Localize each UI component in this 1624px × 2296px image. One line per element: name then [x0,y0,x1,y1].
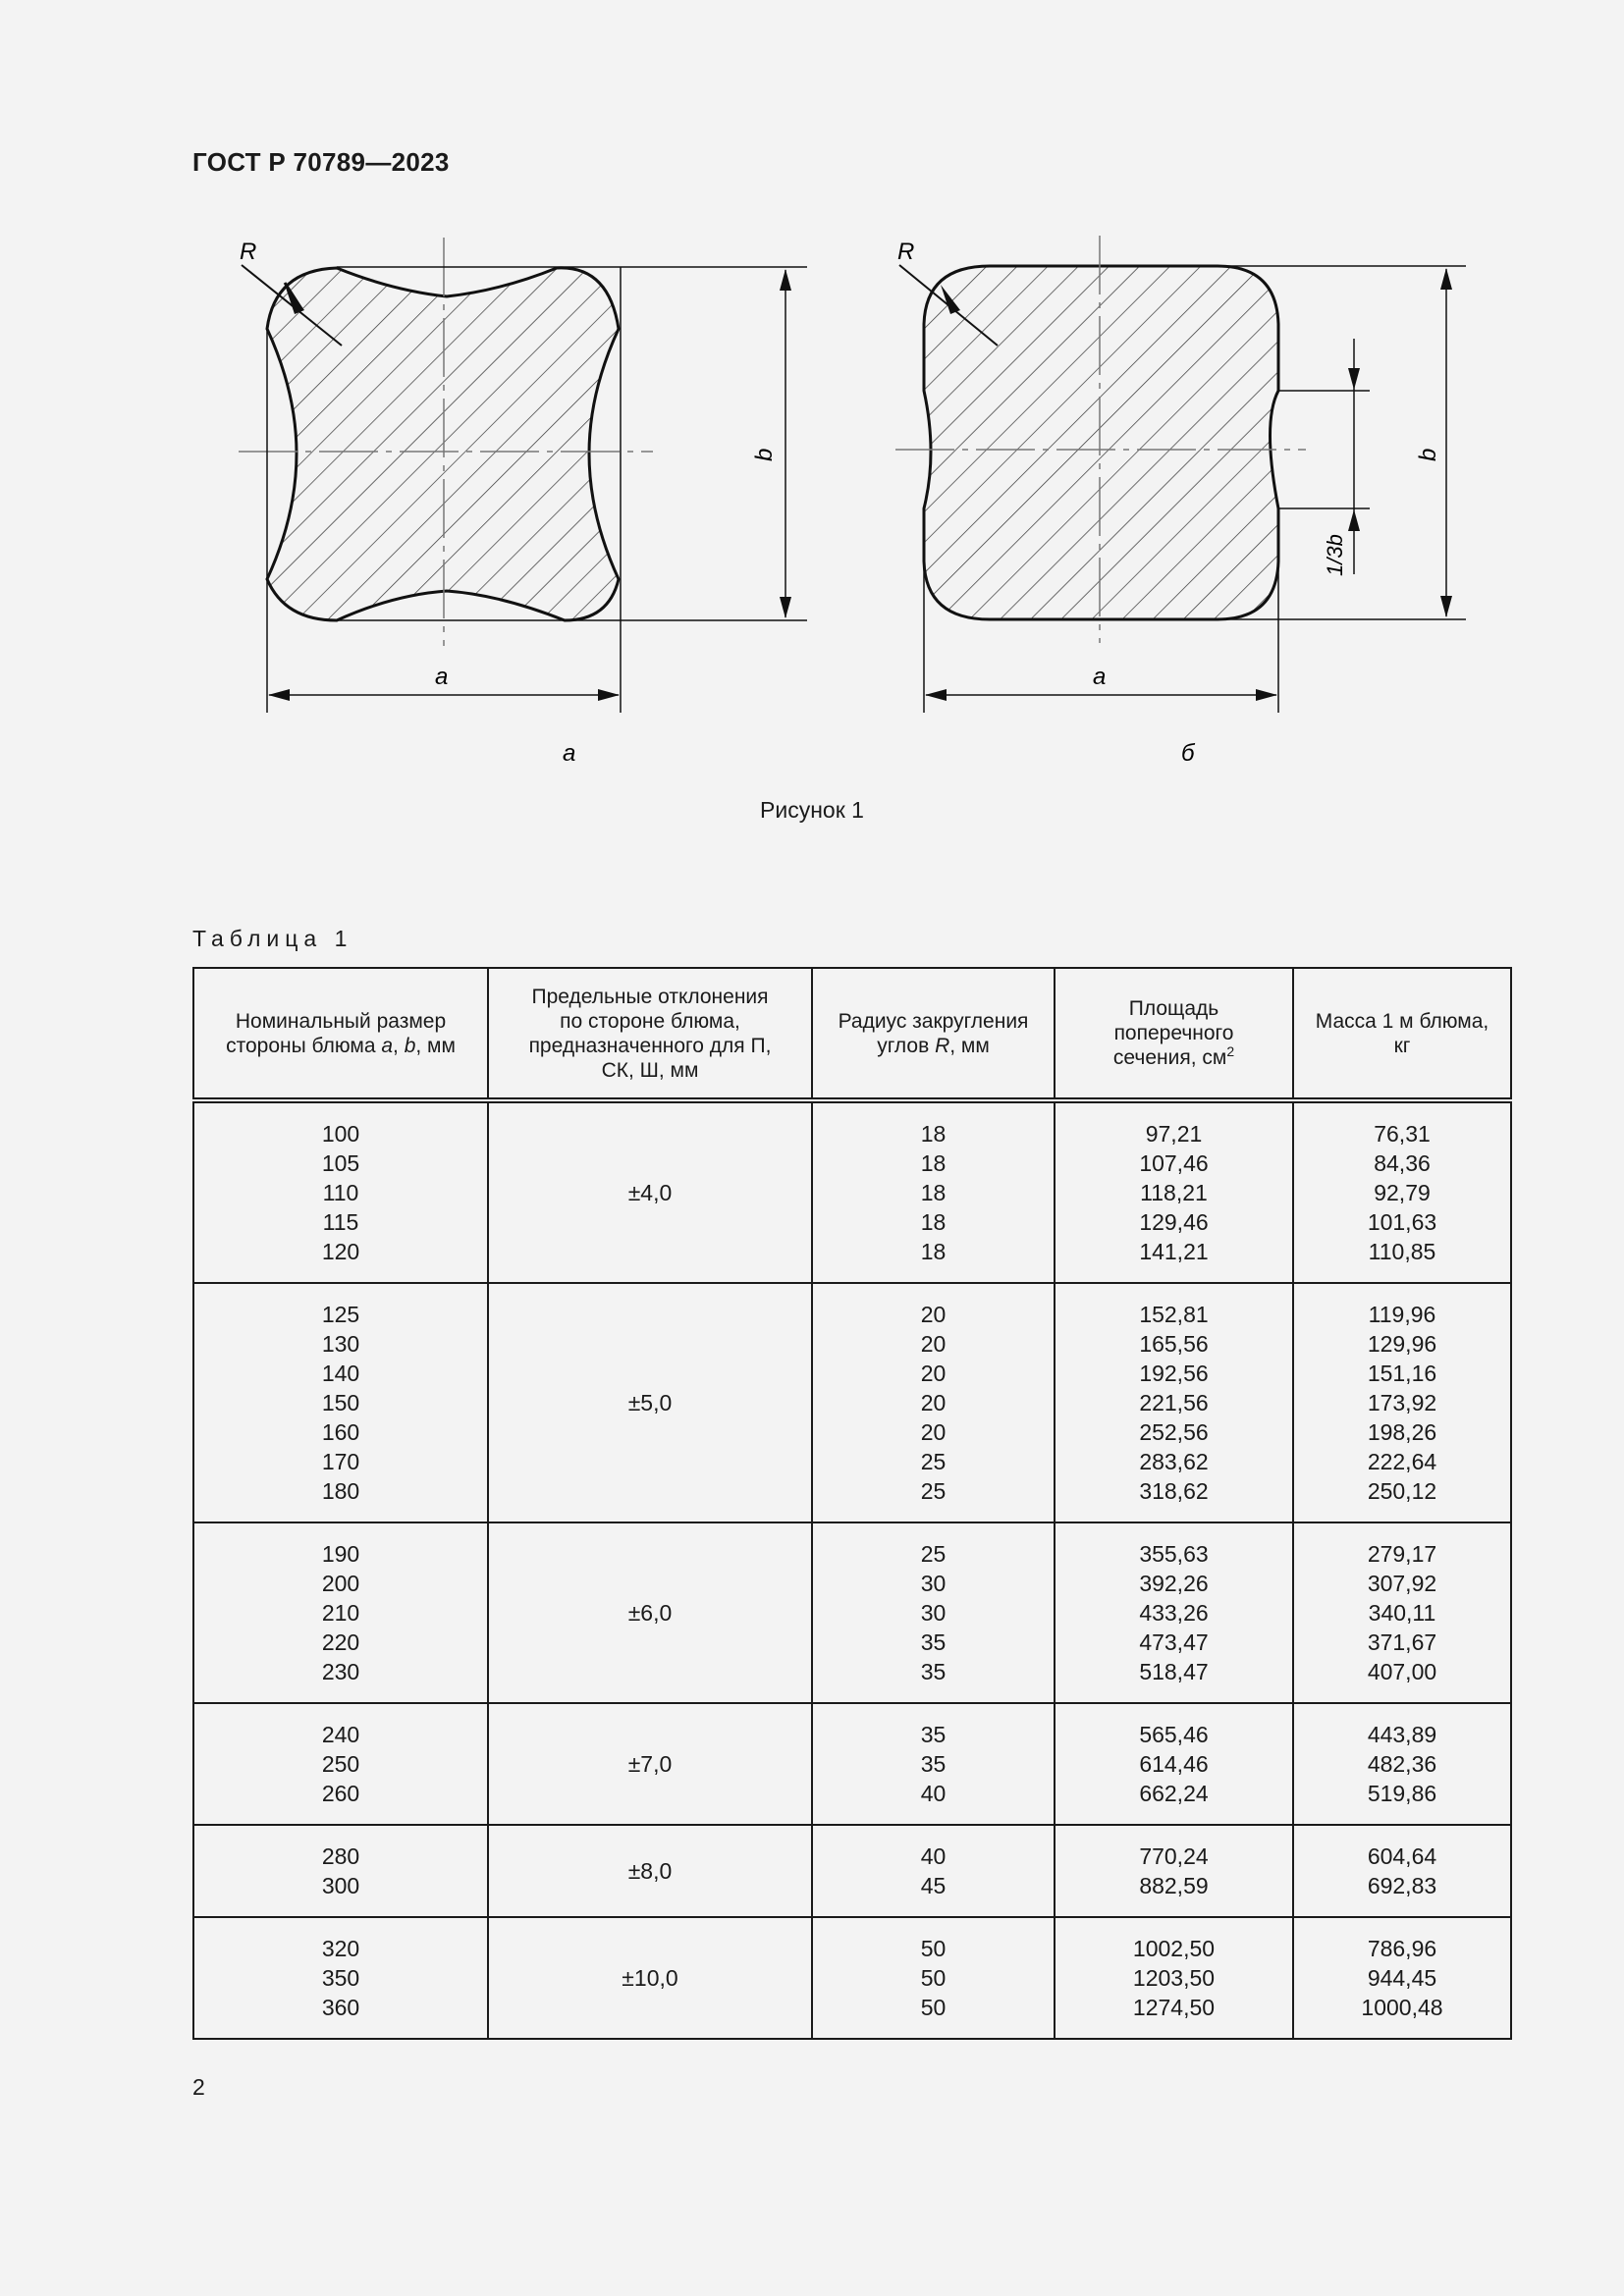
cell-value: 604,64 [1367,1843,1437,1869]
cell-value: 250,12 [1367,1478,1437,1504]
cell-value: 50 [920,1965,947,1991]
tolerance-value: ±4,0 [627,1180,673,1205]
fig-b-label-b: b [1415,448,1441,461]
cell-value: 1002,50 [1132,1936,1216,1961]
cell-radii [812,1825,1055,1917]
cell-value: 198,26 [1367,1419,1437,1445]
cell-radii [812,1100,1055,1283]
fig-b-label-third: 1/3b [1323,534,1347,576]
cell-value: 129,46 [1139,1209,1209,1235]
cell-masses [1293,1917,1511,2039]
cell-value: 222,64 [1367,1449,1437,1474]
header-mass: Масса 1 м блюма, кг [1293,968,1511,1100]
cell-value: 250 [321,1751,360,1777]
cell-value: 50 [920,1936,947,1961]
document-header: ГОСТ Р 70789—2023 [192,147,450,177]
tolerance-value: ±10,0 [622,1965,678,1991]
header-radius: Радиус закругления углов R, мм [812,968,1055,1100]
cell-value: 18 [920,1180,947,1205]
cell-value: 433,26 [1139,1600,1209,1626]
cell-value: 20 [920,1302,947,1327]
cell-value: 318,62 [1139,1478,1209,1504]
cell-value: 1000,48 [1361,1995,1443,2020]
cell-value: 25 [920,1449,947,1474]
cell-radii [812,1703,1055,1825]
table-group-row [193,1703,1511,1825]
cell-value: 101,63 [1367,1209,1437,1235]
cell-value: 279,17 [1367,1541,1437,1567]
cell-value: 18 [920,1239,947,1264]
rounded-bloom-section [924,266,1278,619]
figure-caption: Рисунок 1 [760,797,864,823]
fig-a-label-b: b [751,448,778,461]
cell-value: 407,00 [1367,1659,1437,1684]
header-nominal-size: Номинальный размер стороны блюма a, b, мм [193,968,488,1100]
cell-value: 130 [321,1331,360,1357]
cell-value: 443,89 [1367,1722,1437,1747]
cell-value: 125 [321,1302,360,1327]
tolerance-value: ±5,0 [627,1390,673,1415]
cell-value: 786,96 [1367,1936,1437,1961]
cell-value: 360 [321,1995,360,2020]
cell-sizes [193,1703,488,1825]
cell-masses [1293,1825,1511,1917]
table-group-row [193,1917,1511,2039]
cell-value: 160 [321,1419,360,1445]
cell-value: 129,96 [1367,1331,1437,1357]
cell-value: 307,92 [1367,1571,1437,1596]
cell-sizes [193,1917,488,2039]
cell-value: 473,47 [1139,1629,1209,1655]
page-number: 2 [192,2074,205,2100]
bloom-dimensions-table [192,967,1512,2040]
cell-value: 40 [920,1843,947,1869]
cell-value: 340,11 [1368,1600,1436,1626]
header-area: Площадь поперечного сечения, $см^2$ [1055,968,1293,1100]
cell-value: 84,36 [1374,1150,1431,1176]
fig-a-sublabel: а [563,740,576,767]
cell-areas [1055,1703,1293,1825]
figure-b-group [895,236,1466,767]
cell-value: 392,26 [1139,1571,1209,1596]
cell-value: 230 [321,1659,360,1684]
cell-value: 115 [322,1209,359,1235]
cell-tolerance [488,1917,812,2039]
cell-value: 220 [321,1629,360,1655]
cell-masses [1293,1522,1511,1703]
cell-value: 260 [321,1781,360,1806]
cell-value: 170 [321,1449,360,1474]
cell-value: 18 [920,1150,947,1176]
cell-sizes [193,1522,488,1703]
cell-value: 30 [920,1600,947,1626]
cell-tolerance [488,1283,812,1522]
cell-value: 565,46 [1139,1722,1209,1747]
cell-sizes [193,1825,488,1917]
cell-value: 35 [920,1659,947,1684]
cell-value: 20 [920,1419,947,1445]
cell-value: 35 [920,1751,947,1777]
cell-value: 190 [321,1541,360,1567]
cell-value: 35 [920,1629,947,1655]
cell-value: 482,36 [1367,1751,1437,1777]
cell-tolerance [488,1703,812,1825]
cell-value: 18 [920,1209,947,1235]
cell-tolerance [488,1522,812,1703]
cell-value: 40 [920,1781,947,1806]
cell-value: 110,85 [1368,1239,1436,1264]
cell-value: 1274,50 [1132,1995,1216,2020]
figure-1-drawing [0,216,1624,785]
cell-value: 355,63 [1139,1541,1209,1567]
cell-radii [812,1522,1055,1703]
cell-value: 151,16 [1367,1361,1437,1386]
cell-value: 320 [321,1936,360,1961]
cell-value: 300 [321,1873,360,1898]
cell-value: 519,86 [1367,1781,1437,1806]
cell-sizes [193,1100,488,1283]
cell-areas [1055,1100,1293,1283]
cell-value: 173,92 [1367,1390,1437,1415]
fig-b-label-R: R [897,239,915,265]
cell-value: 180 [321,1478,360,1504]
cell-value: 240 [321,1722,360,1747]
cell-value: 165,56 [1139,1331,1209,1357]
cell-sizes [193,1283,488,1522]
cell-value: 92,79 [1374,1180,1431,1205]
cell-value: 30 [920,1571,947,1596]
cell-value: 35 [920,1722,947,1747]
tolerance-value: ±6,0 [627,1600,673,1626]
cell-value: 518,47 [1139,1659,1209,1684]
header-tolerance: Предельные отклонения по стороне блюма, предназначенного для П, СК, Ш, мм [488,968,812,1100]
cell-value: 50 [920,1995,947,2020]
concave-bloom-section [267,268,619,620]
cell-value: 18 [920,1121,947,1147]
cell-value: 1203,50 [1132,1965,1216,1991]
fig-a-label-R: R [240,239,257,265]
table-group-row [193,1825,1511,1917]
cell-value: 45 [920,1873,947,1898]
cell-value: 692,83 [1367,1873,1437,1898]
cell-areas [1055,1825,1293,1917]
cell-radii [812,1283,1055,1522]
cell-value: 371,67 [1367,1629,1437,1655]
fig-b-sublabel: б [1181,740,1195,767]
fig-b-label-a: a [1093,664,1107,690]
cell-value: 20 [920,1390,947,1415]
tolerance-value: ±7,0 [627,1751,673,1777]
cell-value: 150 [321,1390,360,1415]
cell-masses [1293,1100,1511,1283]
cell-value: 110 [322,1180,359,1205]
table-label: Таблица 1 [192,926,353,951]
cell-value: 25 [920,1541,947,1567]
cell-value: 20 [920,1361,947,1386]
cell-radii [812,1917,1055,2039]
cell-value: 200 [321,1571,360,1596]
cell-value: 76,31 [1374,1121,1431,1147]
tolerance-value: ±8,0 [627,1858,673,1884]
cell-value: 97,21 [1145,1121,1203,1147]
cell-value: 770,24 [1139,1843,1209,1869]
cell-value: 105 [321,1150,360,1176]
cell-value: 25 [920,1478,947,1504]
cell-value: 152,81 [1139,1302,1209,1327]
cell-value: 252,56 [1139,1419,1209,1445]
cell-value: 882,59 [1139,1873,1209,1898]
cell-areas [1055,1522,1293,1703]
cell-value: 119,96 [1368,1302,1436,1327]
cell-value: 107,46 [1139,1150,1209,1176]
cell-masses [1293,1283,1511,1522]
cell-value: 141,21 [1139,1239,1209,1264]
cell-value: 944,45 [1367,1965,1437,1991]
cell-tolerance [488,1825,812,1917]
cell-tolerance [488,1100,812,1283]
table-header-row [193,968,1511,1100]
cell-value: 662,24 [1139,1781,1209,1806]
figure-a-group [239,238,807,767]
cell-value: 100 [321,1121,360,1147]
cell-value: 350 [321,1965,360,1991]
table-group-row [193,1522,1511,1703]
cell-areas [1055,1283,1293,1522]
cell-value: 283,62 [1139,1449,1209,1474]
cell-value: 20 [920,1331,947,1357]
table-group-row [193,1100,1511,1283]
cell-value: 192,56 [1139,1361,1209,1386]
cell-value: 120 [321,1239,360,1264]
cell-value: 118,21 [1140,1180,1208,1205]
fig-a-label-a: a [435,664,449,690]
cell-value: 210 [321,1600,360,1626]
cell-value: 614,46 [1139,1751,1209,1777]
cell-value: 140 [321,1361,360,1386]
table-group-row [193,1283,1511,1522]
cell-value: 280 [321,1843,360,1869]
cell-value: 221,56 [1139,1390,1209,1415]
cell-areas [1055,1917,1293,2039]
cell-masses [1293,1703,1511,1825]
